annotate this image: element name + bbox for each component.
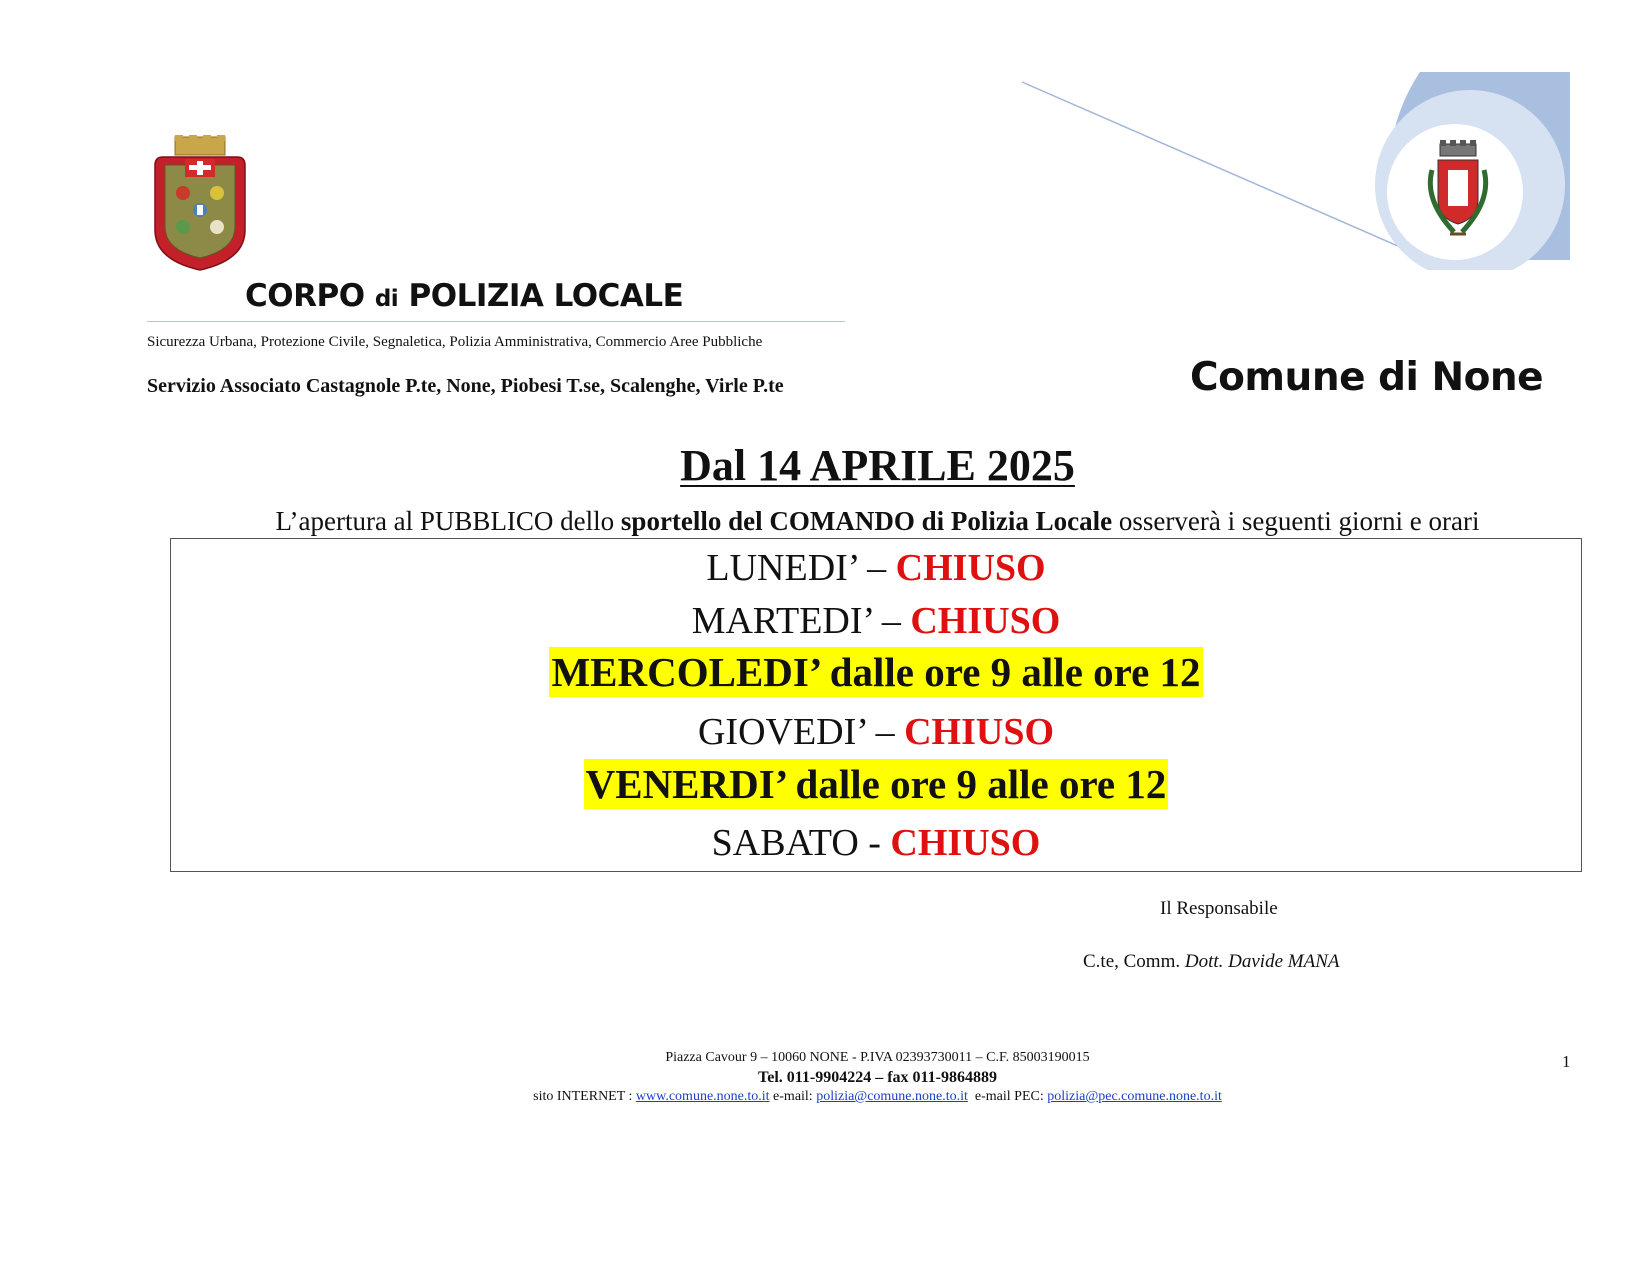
footer-links: sito INTERNET : www.comune.none.to.it e-mail: polizia@comune.none.to.it e-mail PEC: polizia@pec.comune.none.to.it xyxy=(533,1089,1222,1104)
signature-name: C.te, Comm. Dott. Davide MANA xyxy=(1083,951,1340,972)
schedule-row-friday xyxy=(171,760,1581,808)
police-corps-title: CORPO di POLIZIA LOCALE xyxy=(245,278,684,314)
association-line: Servizio Associato Castagnole P.te, None, Piobesi T.se, Scalenghe, Virle P.te xyxy=(147,375,784,397)
pec-email-link[interactable]: polizia@pec.comune.none.to.it xyxy=(1047,1089,1222,1104)
website-link[interactable]: www.comune.none.to.it xyxy=(635,1089,770,1104)
schedule-box xyxy=(170,538,1582,872)
open-hours-highlight: VENERDI’ dalle ore 9 alle ore 12 xyxy=(585,761,1167,807)
schedule-row-monday: LUNEDI’ – CHIUSO xyxy=(706,547,1046,589)
notice-headline: Dal 14 APRILE 2025 xyxy=(680,441,1075,490)
notice-intro: L’apertura al PUBBLICO dello sportello del COMANDO di Polizia Locale osserverà i seguenti giorni e orari xyxy=(275,506,1480,536)
open-hours-highlight: MERCOLEDI’ dalle ore 9 alle ore 12 xyxy=(551,649,1201,695)
police-crest-logo xyxy=(145,135,255,275)
services-line: Sicurezza Urbana, Protezione Civile, Segnaletica, Polizia Amministrativa, Commercio Aree Pubbliche xyxy=(147,334,763,350)
signature-role: Il Responsabile xyxy=(1160,898,1278,919)
closed-status: CHIUSO xyxy=(904,711,1055,753)
comune-title: Comune di None xyxy=(1190,355,1544,400)
comune-crest-logo xyxy=(1418,140,1498,240)
closed-status: CHIUSO xyxy=(895,547,1046,589)
footer-phones: Tel. 011-9904224 – fax 011-9864889 xyxy=(758,1069,997,1086)
page-number: 1 xyxy=(1562,1052,1571,1071)
footer-address: Piazza Cavour 9 – 10060 NONE - P.IVA 02393730011 – C.F. 85003190015 xyxy=(665,1050,1090,1065)
closed-status: CHIUSO xyxy=(890,822,1041,864)
schedule-row-thursday: GIOVEDI’ – CHIUSO xyxy=(697,711,1055,753)
schedule-row-tuesday: MARTEDI’ – CHIUSO xyxy=(691,600,1061,642)
schedule-row-wednesday xyxy=(171,648,1581,696)
email-link[interactable]: polizia@comune.none.to.it xyxy=(816,1089,968,1104)
schedule-row-saturday: SABATO - CHIUSO xyxy=(711,822,1041,864)
closed-status: CHIUSO xyxy=(910,600,1061,642)
header-divider xyxy=(147,321,845,322)
